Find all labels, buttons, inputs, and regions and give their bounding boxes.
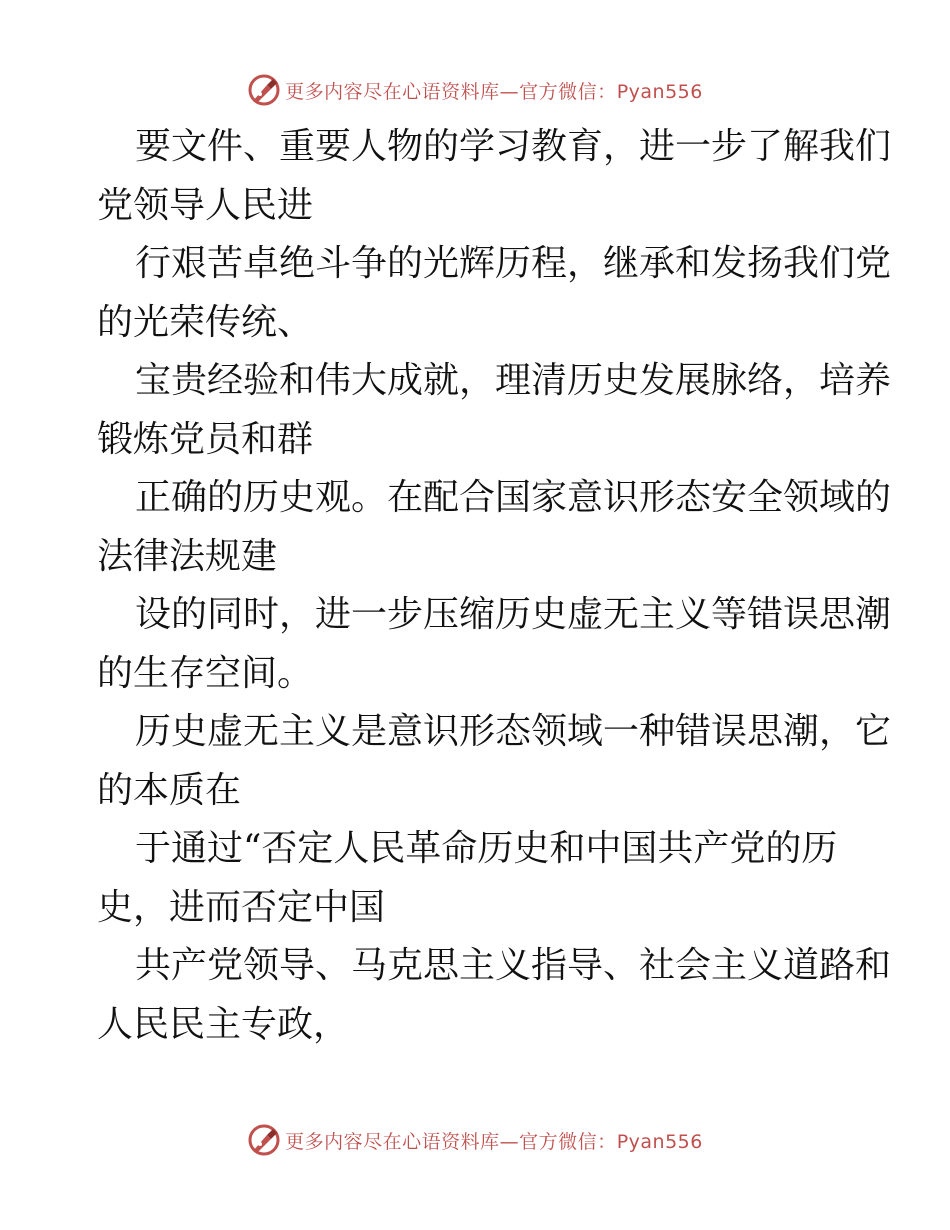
text-line: 共产党领导、马克思主义指导、社会主义道路和 — [135, 945, 892, 986]
text-line: 要文件、重要人物的学习教育，进一步了解我们 — [135, 126, 892, 167]
text-line: 宝贵经验和伟大成就，理清历史发展脉络，培养 — [135, 360, 892, 401]
text-line: 锻炼党员和群 — [97, 418, 314, 460]
text-line: 的生存空间。 — [97, 652, 314, 694]
banner-main-text: 更多内容尽在心语资料库 — [285, 1130, 500, 1153]
banner-wechat-id: Pyan556 — [616, 1130, 703, 1153]
banner-dash: — — [499, 1130, 520, 1153]
footer-banner — [0, 1120, 950, 1160]
text-line: 正确的历史观。在配合国家意识形态安全领域的 — [135, 477, 892, 518]
banner-dash: — — [499, 80, 520, 103]
pen-logo-icon — [247, 73, 281, 107]
text-line: 人民民主专政， — [97, 1003, 350, 1045]
text-line: 史，进而否定中国 — [97, 886, 386, 928]
banner-text — [285, 77, 703, 104]
text-line: 的光荣传统、 — [97, 301, 314, 343]
text-line: 的本质在 — [97, 769, 242, 811]
banner-wechat-id: Pyan556 — [616, 80, 703, 103]
banner-text — [285, 1127, 703, 1154]
banner-main-text: 更多内容尽在心语资料库 — [285, 80, 500, 103]
text-line: 历史虚无主义是意识形态领域一种错误思潮，它 — [135, 711, 892, 752]
pen-logo-icon — [247, 1123, 281, 1157]
text-line: 法律法规建 — [97, 535, 278, 577]
text-line: 设的同时，进一步压缩历史虚无主义等错误思潮 — [135, 594, 892, 635]
banner-wechat-label: 官方微信： — [519, 1130, 617, 1153]
banner-wechat-label: 官方微信： — [519, 80, 617, 103]
text-line: 于通过“否定人民革命历史和中国共产党的历 — [135, 828, 838, 869]
text-line: 党领导人民进 — [97, 184, 314, 226]
text-line: 行艰苦卓绝斗争的光辉历程，继承和发扬我们党 — [135, 243, 892, 284]
header-banner — [0, 70, 950, 110]
document-body — [97, 118, 892, 1054]
